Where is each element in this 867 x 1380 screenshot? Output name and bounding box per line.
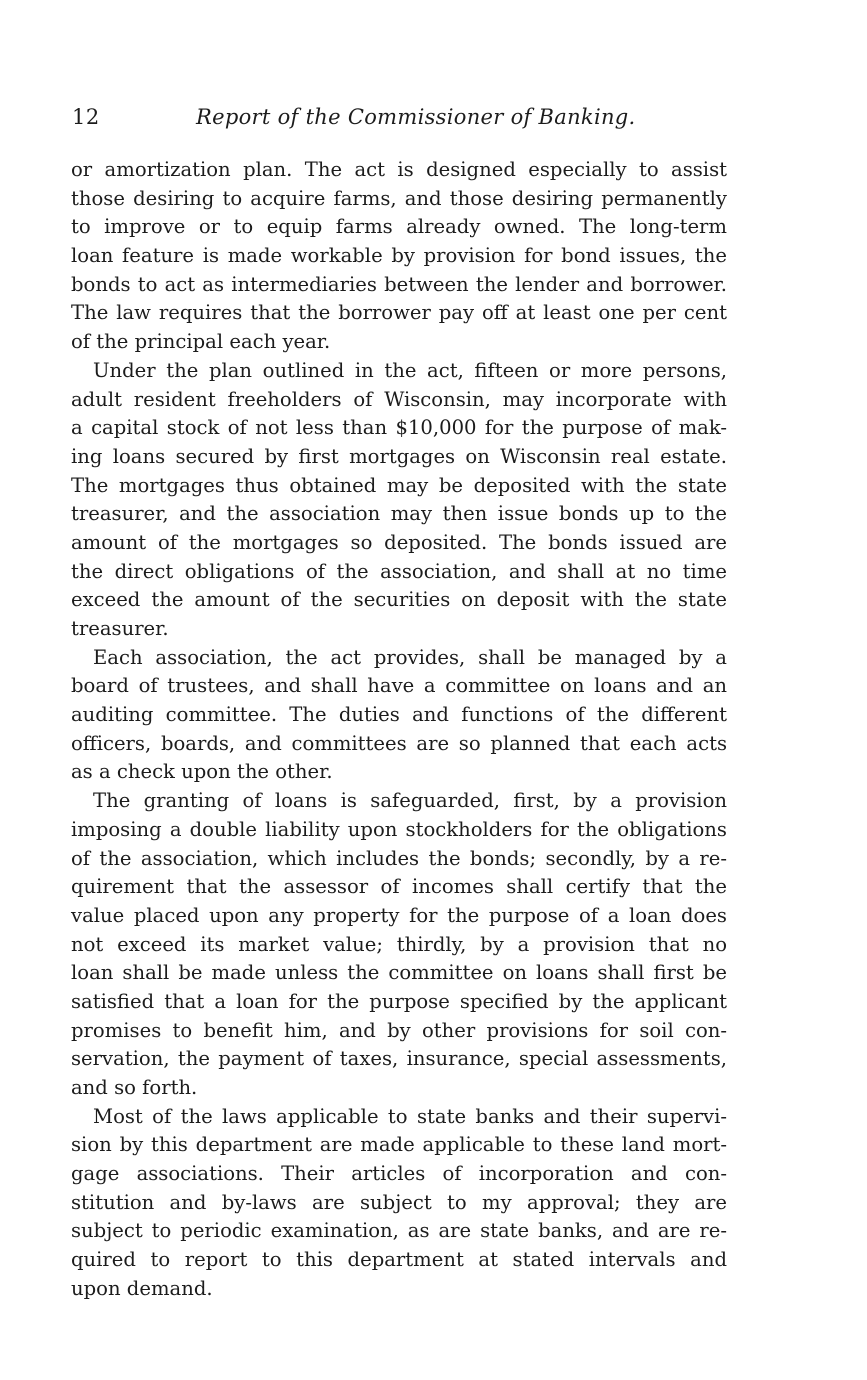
paragraph bbox=[71, 156, 727, 357]
text-line: servation, the payment of taxes, insurance, special assessments, bbox=[71, 1047, 727, 1071]
text-line: officers, boards, and committees are so planned that each acts bbox=[71, 731, 727, 755]
text-line: and so forth. bbox=[71, 1076, 198, 1099]
text-line: treasurer, and the association may then issue bonds up to the bbox=[71, 502, 727, 526]
page-number: 12 bbox=[72, 105, 100, 129]
text-line: Under the plan outlined in the act, fifteen or more persons, bbox=[93, 358, 727, 382]
text-line: gage associations. Their articles of incorporation and con- bbox=[71, 1162, 727, 1186]
text-line: the direct obligations of the association, and shall at no time bbox=[71, 559, 727, 583]
body-text bbox=[71, 156, 727, 1304]
text-line: as a check upon the other. bbox=[71, 760, 333, 784]
paragraph bbox=[71, 644, 727, 787]
text-line: or amortization plan. The act is designed especially to assist bbox=[71, 158, 727, 181]
text-line: imposing a double liability upon stockholders for the obligations bbox=[71, 817, 727, 841]
text-line: exceed the amount of the securities on deposit with the state bbox=[71, 588, 727, 612]
text-line: subject to periodic examination, as are state banks, and are re- bbox=[71, 1219, 727, 1243]
text-line: of the principal each year. bbox=[71, 330, 331, 354]
text-line: sion by this department are made applicable to these land mort- bbox=[71, 1133, 727, 1157]
text-line: loan shall be made unless the committee on loans shall first be bbox=[71, 961, 727, 985]
text-line: The mortgages thus obtained may be deposited with the state bbox=[71, 473, 727, 497]
running-title: Report of the Commissioner of Banking. bbox=[196, 105, 636, 129]
text-line: a capital stock of not less than $10,000 for the purpose of mak- bbox=[71, 416, 727, 440]
text-line: adult resident freeholders of Wisconsin, may incorporate with bbox=[71, 387, 727, 411]
text-line: bonds to act as intermediaries between the lender and borrower. bbox=[71, 272, 727, 296]
text-line: ing loans secured by first mortgages on Wisconsin real estate. bbox=[71, 444, 727, 468]
paragraph bbox=[71, 357, 727, 644]
text-line: upon demand. bbox=[71, 1276, 213, 1300]
text-line: board of trustees, and shall have a committee on loans and an bbox=[71, 674, 727, 698]
text-line: Most of the laws applicable to state banks and their supervi- bbox=[93, 1104, 727, 1128]
text-line: promises to benefit him, and by other provisions for soil con- bbox=[71, 1018, 727, 1042]
text-line: not exceed its market value; thirdly, by a provision that no bbox=[71, 932, 727, 956]
text-line: Each association, the act provides, shall be managed by a bbox=[93, 645, 727, 669]
text-line: auditing committee. The duties and functions of the different bbox=[71, 703, 727, 727]
text-line: to improve or to equip farms already owned. The long-term bbox=[71, 215, 727, 239]
text-line: satisfied that a loan for the purpose specified by the applicant bbox=[71, 989, 727, 1013]
text-line: stitution and by-laws are subject to my approval; they are bbox=[71, 1190, 727, 1214]
text-line: value placed upon any property for the purpose of a loan does bbox=[71, 903, 727, 927]
text-line: those desiring to acquire farms, and those desiring permanently bbox=[71, 186, 727, 210]
page-header bbox=[72, 105, 728, 137]
text-line: The granting of loans is safeguarded, first, by a provision bbox=[93, 789, 727, 813]
text-line: amount of the mortgages so deposited. The bonds issued are bbox=[71, 530, 727, 554]
paragraph bbox=[71, 787, 727, 1103]
text-line: loan feature is made workable by provision for bond issues, the bbox=[71, 244, 727, 268]
text-line: of the association, which includes the bonds; secondly, by a re- bbox=[71, 846, 727, 870]
paragraph bbox=[71, 1103, 727, 1304]
text-line: treasurer. bbox=[71, 617, 169, 640]
text-line: The law requires that the borrower pay off at least one per cent bbox=[71, 301, 727, 325]
text-line: quirement that the assessor of incomes shall certify that the bbox=[71, 875, 727, 899]
text-line: quired to report to this department at stated intervals and bbox=[71, 1248, 727, 1272]
